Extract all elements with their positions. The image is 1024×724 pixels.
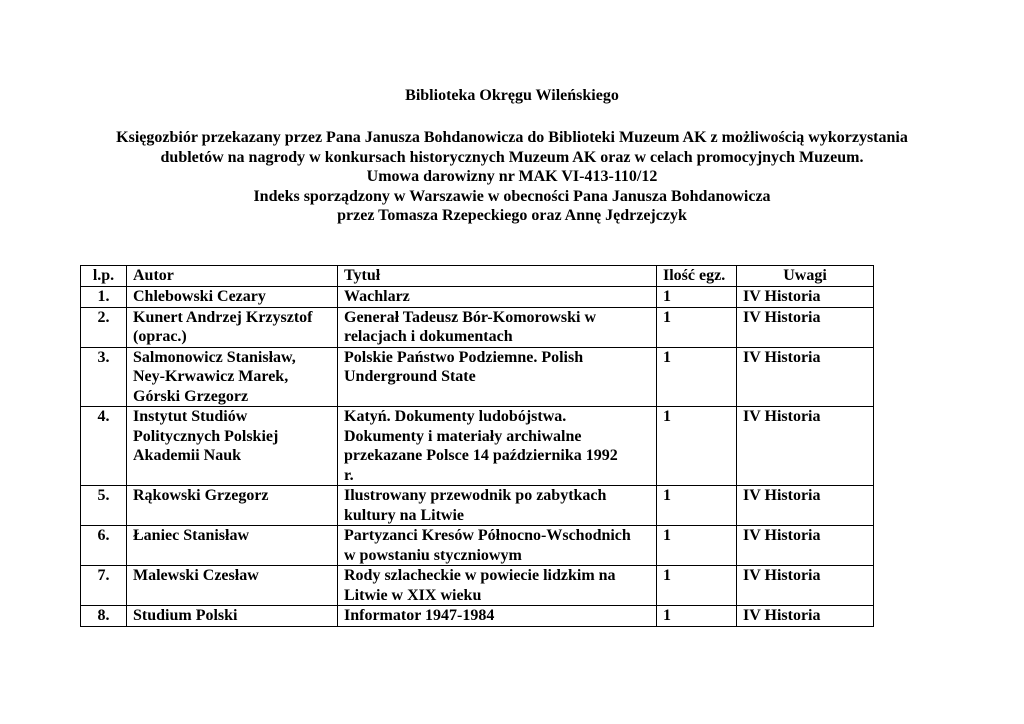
header-lp: l.p. [81,266,127,287]
intro-line: Księgozbiór przekazany przez Pana Janusza Bohdanowicza do Biblioteki Muzeum AK z możliwością wykorzystania [116,129,908,146]
cell-title-line: Generał Tadeusz Bór-Komorowski w [344,308,597,326]
cell-notes: IV Historia [737,347,874,407]
cell-author-line: (oprac.) [133,328,187,345]
cell-qty: 1 [657,287,737,308]
table-row [81,526,874,566]
cell-title-line: w powstaniu styczniowym [344,546,522,564]
cell-qty: 1 [657,307,737,347]
cell-title [338,606,657,627]
table-row [81,566,874,606]
cell-lp: 1. [81,287,127,308]
intro-line: dubletów na nagrody w konkursach historycznych Muzeum AK oraz w celach promocyjnych Muzeum. [160,148,864,166]
table-body [81,287,874,627]
cell-author [127,407,338,486]
cell-author [127,566,338,606]
cell-author-line: Górski Grzegorz [133,387,249,405]
table-row [81,307,874,347]
cell-title-line: r. [344,466,354,484]
cell-notes: IV Historia [737,307,874,347]
cell-title [338,526,657,566]
cell-author-line: Łaniec Stanisław [133,527,250,544]
cell-author [127,347,338,407]
cell-title [338,347,657,407]
cell-lp: 4. [81,407,127,486]
table-header-row [81,266,874,287]
cell-notes: IV Historia [737,566,874,606]
cell-title-line: Rody szlacheckie w powiecie lidzkim na [344,567,616,584]
cell-qty: 1 [657,347,737,407]
cell-title-line: Underground State [344,368,476,385]
cell-author-line: Salmonowicz Stanisław, [133,348,296,366]
cell-author-line: Rąkowski Grzegorz [133,487,269,504]
header-author: Autor [127,266,338,287]
cell-title [338,287,657,308]
cell-qty: 1 [657,526,737,566]
books-table [80,265,874,627]
cell-title-line: relacjach i dokumentach [344,328,513,345]
cell-title [338,566,657,606]
header-qty: Ilość egz. [657,266,737,287]
table-row [81,407,874,486]
cell-title-line: kultury na Litwie [344,506,465,524]
cell-author [127,526,338,566]
cell-title-line: Ilustrowany przewodnik po zabytkach [344,487,607,504]
cell-qty: 1 [657,407,737,486]
cell-title-line: Katyń. Dokumenty ludobójstwa. [344,408,567,425]
cell-qty: 1 [657,606,737,627]
cell-author [127,606,338,627]
intro-line: przez Tomasza Rzepeckiego oraz Annę Jędrzejczyk [337,207,687,224]
cell-author [127,287,338,308]
cell-qty: 1 [657,566,737,606]
cell-author-line: Studium Polski [133,607,238,624]
cell-notes: IV Historia [737,526,874,566]
cell-qty: 1 [657,486,737,526]
cell-title [338,307,657,347]
cell-lp: 7. [81,566,127,606]
cell-title-line: przekazane Polsce 14 października 1992 [344,447,618,464]
cell-lp: 2. [81,307,127,347]
header-notes: Uwagi [737,266,874,287]
cell-title-line: Informator 1947-1984 [344,607,495,624]
cell-lp: 5. [81,486,127,526]
cell-lp: 8. [81,606,127,627]
table-row [81,486,874,526]
cell-title-line: Partyzanci Kresów Północno-Wschodnich [344,527,631,544]
cell-lp: 3. [81,347,127,407]
cell-author-line: Instytut Studiów [133,408,248,425]
cell-title-line: Wachlarz [344,288,410,305]
intro-block [40,128,984,226]
cell-title-line: Polskie Państwo Podziemne. Polish [344,348,584,366]
cell-author-line: Chlebowski Cezary [133,288,266,305]
cell-notes: IV Historia [737,287,874,308]
cell-author-line: Ney-Krwawicz Marek, [133,368,289,385]
cell-notes: IV Historia [737,486,874,526]
cell-author-line: Malewski Czesław [133,567,259,584]
table-row [81,287,874,308]
header-title: Tytuł [338,266,657,287]
cell-lp: 6. [81,526,127,566]
cell-notes: IV Historia [737,606,874,627]
page-title: Biblioteka Okręgu Wileńskiego [405,87,619,104]
cell-author-line: Kunert Andrzej Krzysztof [133,308,313,326]
intro-line: Indeks sporządzony w Warszawie w obecności Pana Janusza Bohdanowicza [253,187,771,205]
cell-title-line: Dokumenty i materiały archiwalne [344,427,582,445]
cell-author-line: Akademii Nauk [133,447,242,464]
cell-notes: IV Historia [737,407,874,486]
contract-number: Umowa darowizny nr MAK VI-413-110/12 [366,168,658,185]
cell-title [338,486,657,526]
cell-title [338,407,657,486]
cell-author [127,307,338,347]
cell-title-line: Litwie w XIX wieku [344,586,482,604]
cell-author-line: Politycznych Polskiej [133,427,279,445]
table-row [81,606,874,627]
table-row [81,347,874,407]
cell-author [127,486,338,526]
